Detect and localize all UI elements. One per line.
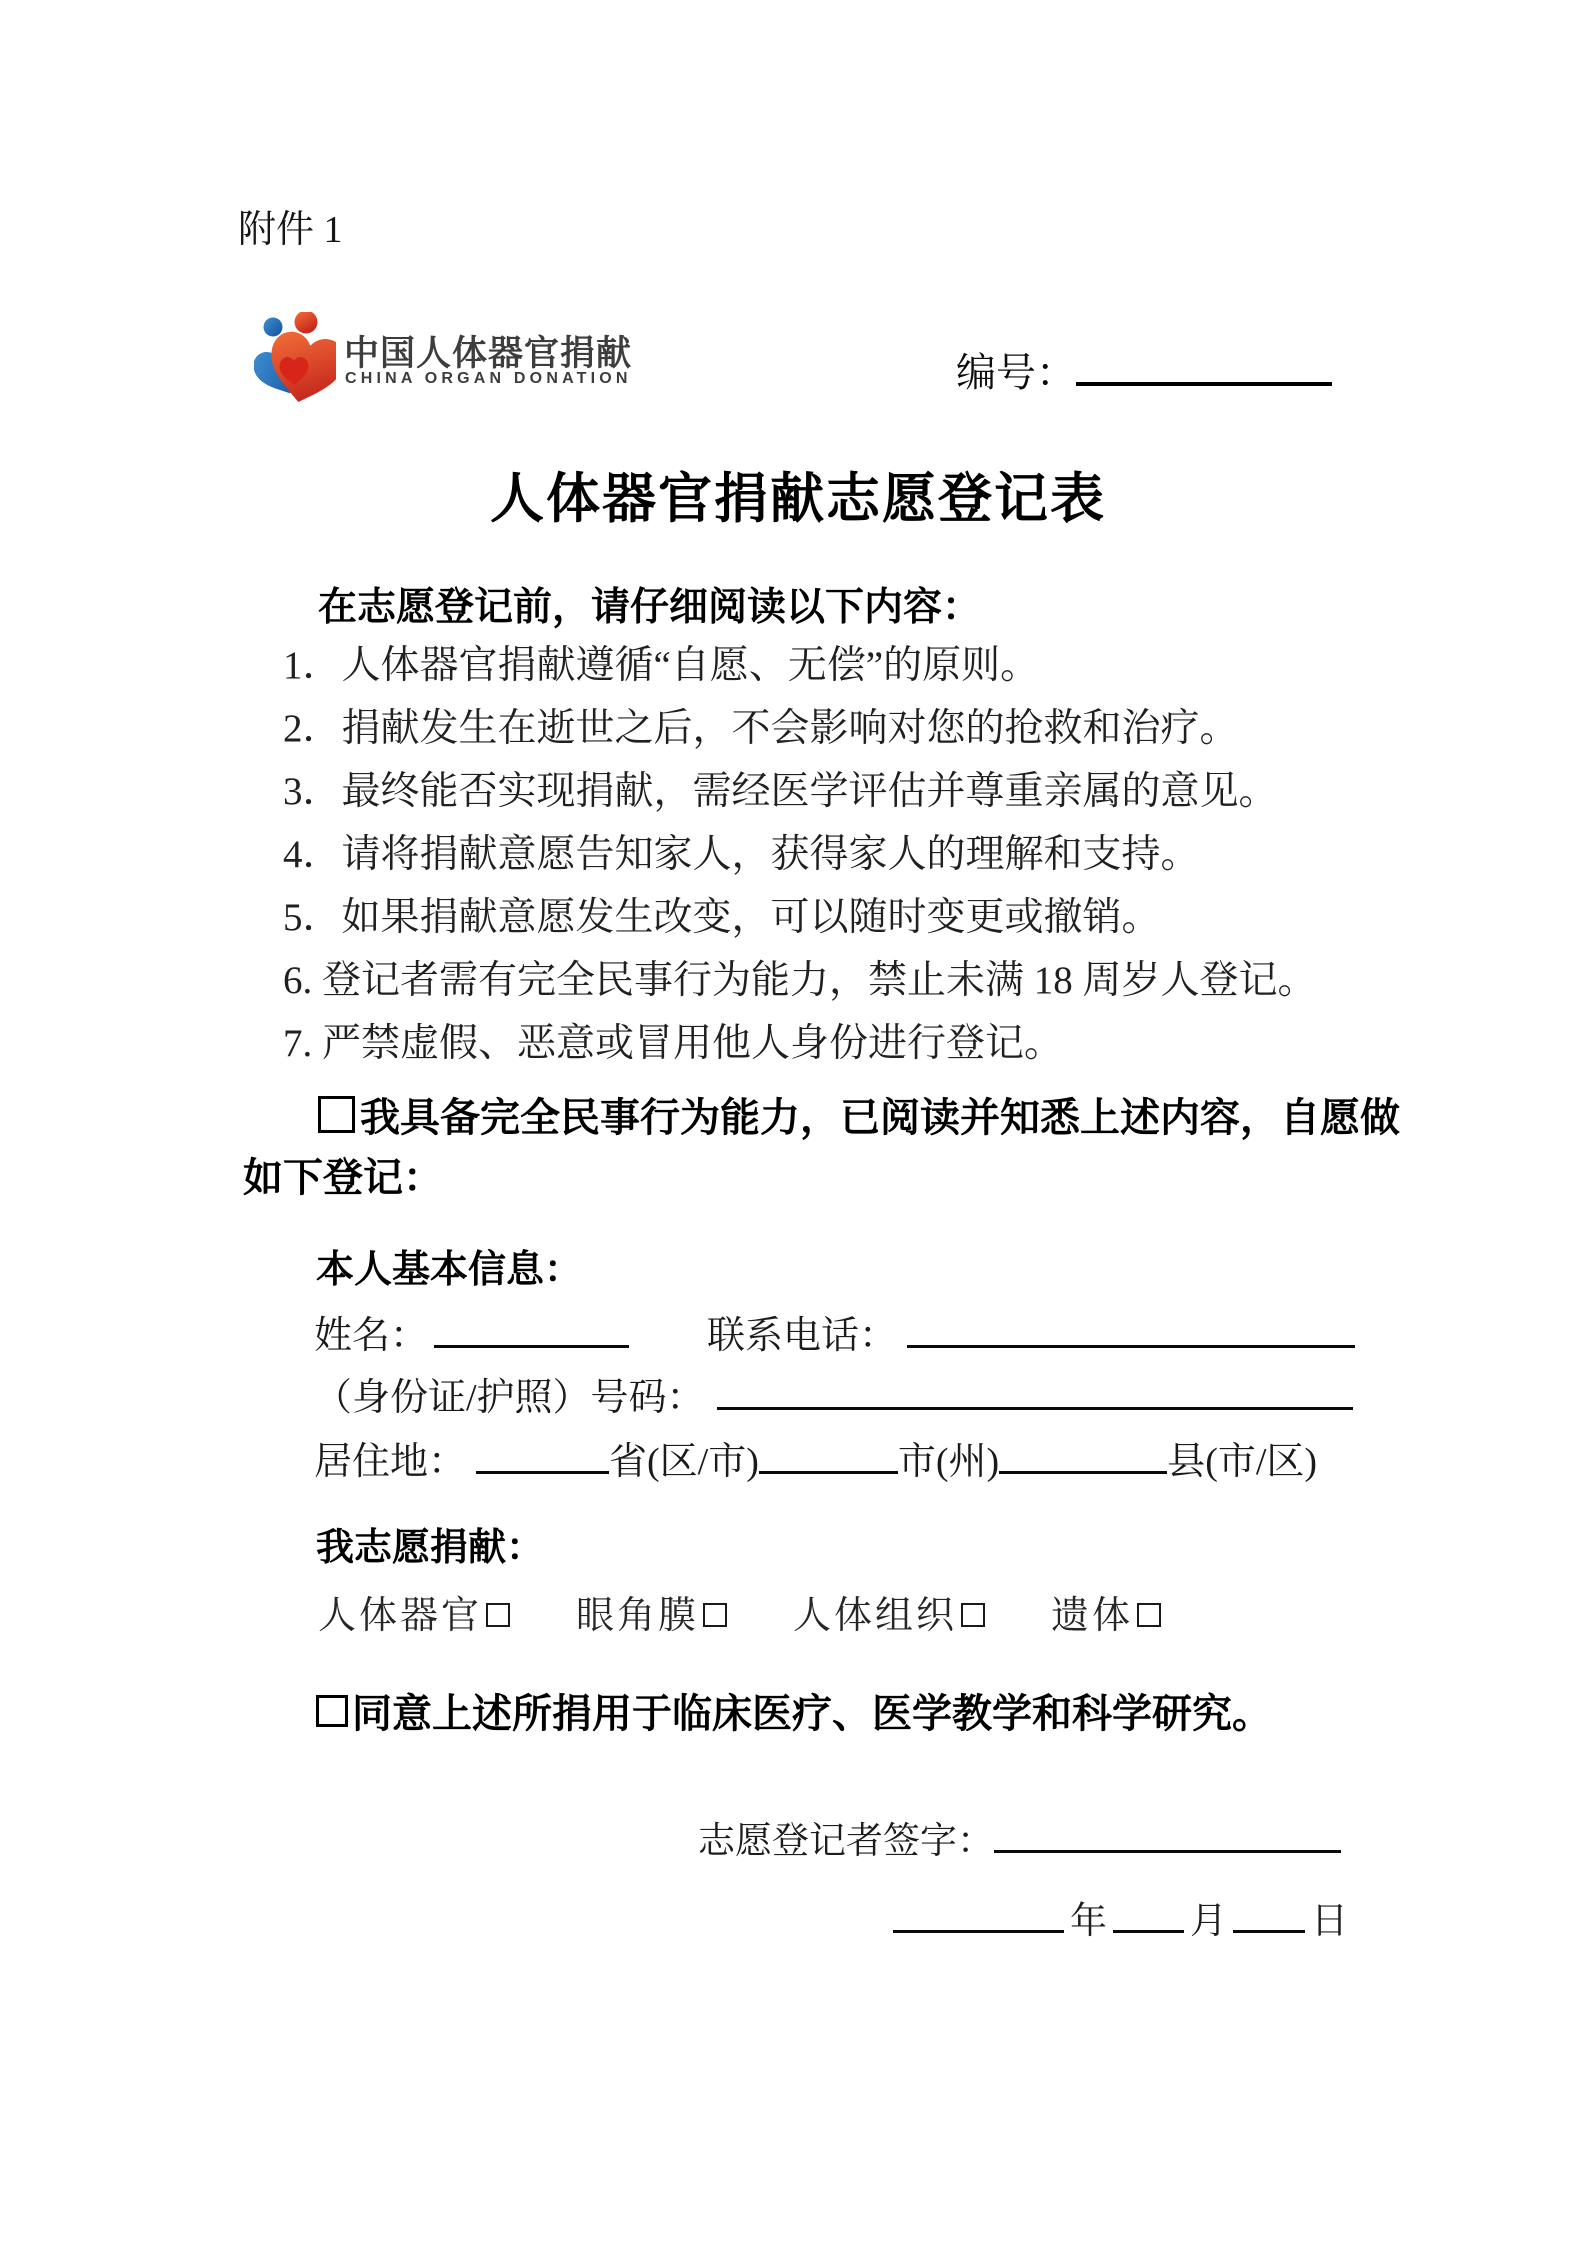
agree-row — [316, 1682, 1272, 1739]
residence-row — [314, 1430, 1317, 1485]
form-title: 人体器官捐献志愿登记表 — [490, 469, 1106, 529]
consent-text-line1: 我具备完全民事行为能力，已阅读并知悉上述内容，自愿做 — [360, 1096, 1400, 1140]
day-label: 日 — [1311, 1901, 1348, 1942]
signature-row — [698, 1810, 1341, 1864]
id-number-label: （身份证/护照）号码： — [314, 1377, 705, 1419]
year-input-line[interactable] — [893, 1891, 1064, 1933]
china-organ-donation-logo-icon — [254, 312, 336, 410]
logo-en-text: CHINA ORGAN DONATION — [345, 370, 632, 387]
body-checkbox[interactable] — [1137, 1603, 1161, 1627]
agree-checkbox[interactable] — [316, 1695, 348, 1727]
name-label: 姓名： — [314, 1315, 429, 1357]
organ-checkbox[interactable] — [486, 1603, 510, 1627]
month-label: 月 — [1190, 1901, 1227, 1942]
notice-item-3: 3．最终能否实现捐献，需经医学评估并尊重亲属的意见。 — [283, 770, 1278, 813]
signature-input-line[interactable] — [994, 1811, 1341, 1853]
body-option-label: 遗体 — [1051, 1595, 1134, 1637]
donation-option-cornea — [576, 1595, 727, 1637]
logo-cn-text: 中国人体器官捐献 — [344, 334, 633, 373]
cornea-option-label: 眼角膜 — [576, 1595, 700, 1637]
consent-line-1 — [318, 1086, 1400, 1143]
year-label: 年 — [1070, 1901, 1107, 1942]
province-label: 省(区/市) — [609, 1441, 759, 1483]
name-phone-row — [314, 1304, 1355, 1359]
month-input-line[interactable] — [1113, 1891, 1184, 1933]
tissue-checkbox[interactable] — [961, 1603, 985, 1627]
consent-line-2: 如下登记： — [243, 1156, 443, 1200]
city-input-line[interactable] — [759, 1431, 898, 1474]
tissue-option-label: 人体组织 — [793, 1595, 958, 1637]
serial-input-line[interactable] — [1076, 340, 1332, 386]
id-number-row — [314, 1366, 1353, 1421]
notice-item-4: 4．请将捐献意愿告知家人，获得家人的理解和支持。 — [283, 833, 1200, 876]
county-input-line[interactable] — [999, 1431, 1167, 1474]
name-input-line[interactable] — [434, 1305, 629, 1348]
basic-info-heading: 本人基本信息： — [316, 1249, 583, 1291]
donation-option-tissue — [793, 1595, 985, 1637]
signature-label: 志愿登记者签字： — [698, 1821, 994, 1862]
province-input-line[interactable] — [476, 1431, 609, 1474]
donation-options-row — [318, 1584, 1227, 1639]
serial-label: 编号： — [956, 351, 1076, 395]
notice-item-1: 1．人体器官捐献遵循“自愿、无偿”的原则。 — [283, 644, 1040, 687]
donation-option-organ — [318, 1595, 510, 1637]
notice-list — [283, 634, 1317, 1075]
day-input-line[interactable] — [1233, 1891, 1305, 1933]
residence-label: 居住地： — [314, 1441, 467, 1483]
notice-item-7: 7. 严禁虚假、恶意或冒用他人身份进行登记。 — [283, 1022, 1064, 1065]
notice-item-5: 5．如果捐献意愿发生改变，可以随时变更或撤销。 — [283, 896, 1161, 939]
phone-input-line[interactable] — [907, 1305, 1355, 1348]
donation-heading: 我志愿捐献： — [316, 1527, 545, 1569]
consent-checkbox[interactable] — [318, 1096, 355, 1133]
notice-item-6: 6. 登记者需有完全民事行为能力，禁止未满 18 周岁人登记。 — [283, 959, 1317, 1002]
notice-item-2: 2．捐献发生在逝世之后，不会影响对您的抢救和治疗。 — [283, 707, 1239, 750]
donation-option-body — [1051, 1595, 1161, 1637]
phone-label: 联系电话： — [707, 1315, 898, 1357]
city-label: 市(州) — [897, 1441, 1000, 1483]
serial-row — [956, 340, 1332, 398]
id-number-input-line[interactable] — [717, 1367, 1353, 1410]
notice-heading: 在志愿登记前，请仔细阅读以下内容： — [318, 586, 982, 629]
attachment-label: 附件 1 — [238, 209, 343, 251]
cornea-checkbox[interactable] — [703, 1603, 727, 1627]
date-row — [893, 1890, 1348, 1944]
county-label: 县(市/区) — [1167, 1441, 1318, 1483]
organ-option-label: 人体器官 — [318, 1595, 483, 1637]
agree-text: 同意上述所捐用于临床医疗、医学教学和科学研究。 — [352, 1692, 1272, 1736]
